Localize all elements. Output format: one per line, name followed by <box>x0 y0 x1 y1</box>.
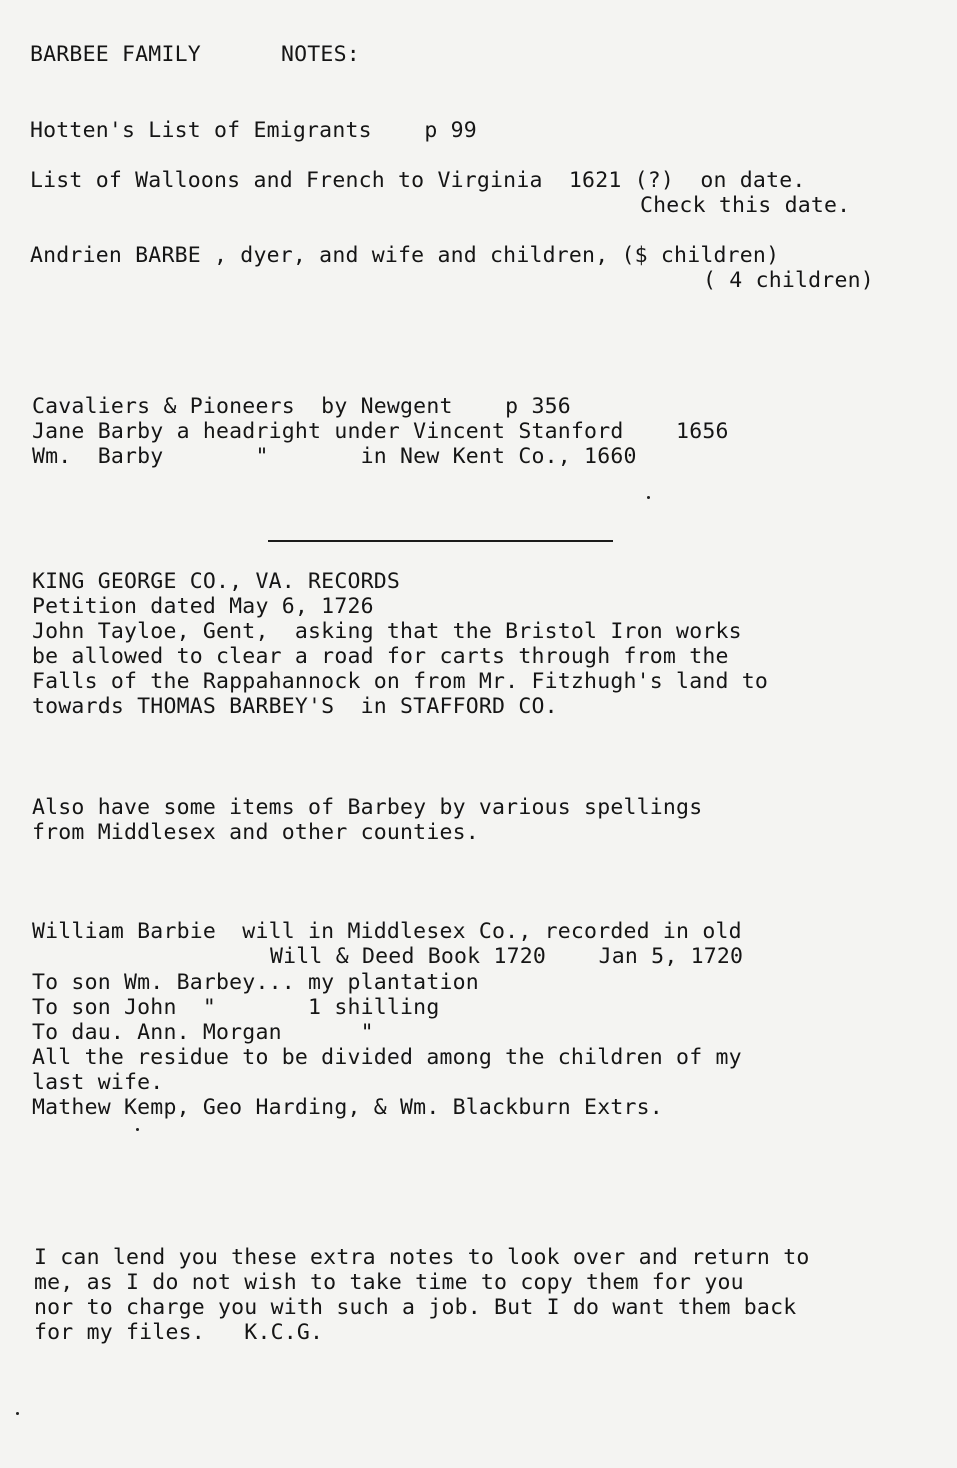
jane-barby-line: Jane Barby a headright under Vincent Stanford 1656 <box>32 419 729 444</box>
king-george-heading: KING GEORGE CO., VA. RECORDS <box>32 569 401 594</box>
also-items-1: Also have some items of Barbey by various spellings <box>32 795 703 820</box>
check-date-note: Check this date. <box>640 193 851 218</box>
closing-note-2: me, as I do not wish to take time to copy them for you <box>34 1270 744 1295</box>
will-residue-1: All the residue to be divided among the children of my <box>32 1045 742 1070</box>
heading-family: BARBEE FAMILY <box>30 42 201 67</box>
petition-text-2: be allowed to clear a road for carts through from the <box>32 644 729 669</box>
will-heading: William Barbie will in Middlesex Co., recorded in old <box>32 919 742 944</box>
ink-speck <box>647 496 650 499</box>
petition-text-4: towards THOMAS BARBEY'S in STAFFORD CO. <box>32 694 558 719</box>
andrien-barbe-line: Andrien BARBE , dyer, and wife and children, ($ children) <box>30 243 780 268</box>
petition-text-1: John Tayloe, Gent, asking that the Bristol Iron works <box>32 619 742 644</box>
children-count-note: ( 4 children) <box>703 268 874 293</box>
will-bequest-3: To dau. Ann. Morgan " <box>32 1020 374 1045</box>
wm-barby-line: Wm. Barby " in New Kent Co., 1660 <box>32 444 637 469</box>
also-items-2: from Middlesex and other counties. <box>32 820 479 845</box>
will-executors: Mathew Kemp, Geo Harding, & Wm. Blackburn Extrs. <box>32 1095 663 1120</box>
cavaliers-source: Cavaliers & Pioneers by Newgent p 356 <box>32 394 571 419</box>
petition-text-3: Falls of the Rappahannock on from Mr. Fitzhugh's land to <box>32 669 769 694</box>
section-divider <box>268 540 613 542</box>
will-bequest-2: To son John " 1 shilling <box>32 995 440 1020</box>
will-residue-2: last wife. <box>32 1070 164 1095</box>
will-bequest-1: To son Wm. Barbey... my plantation <box>32 970 479 995</box>
hotten-source: Hotten's List of Emigrants p 99 <box>30 118 477 143</box>
will-book: Will & Deed Book 1720 Jan 5, 1720 <box>270 944 744 969</box>
closing-note-3: nor to charge you with such a job. But I do want them back <box>34 1295 797 1320</box>
ink-speck <box>136 1128 139 1131</box>
closing-note-1: I can lend you these extra notes to look over and return to <box>34 1245 810 1270</box>
closing-note-4: for my files. K.C.G. <box>34 1320 324 1345</box>
petition-date: Petition dated May 6, 1726 <box>32 594 374 619</box>
walloons-list-line: List of Walloons and French to Virginia 1621 (?) on date. <box>30 168 806 193</box>
heading-notes: NOTES: <box>281 42 360 67</box>
ink-speck <box>16 1412 19 1415</box>
